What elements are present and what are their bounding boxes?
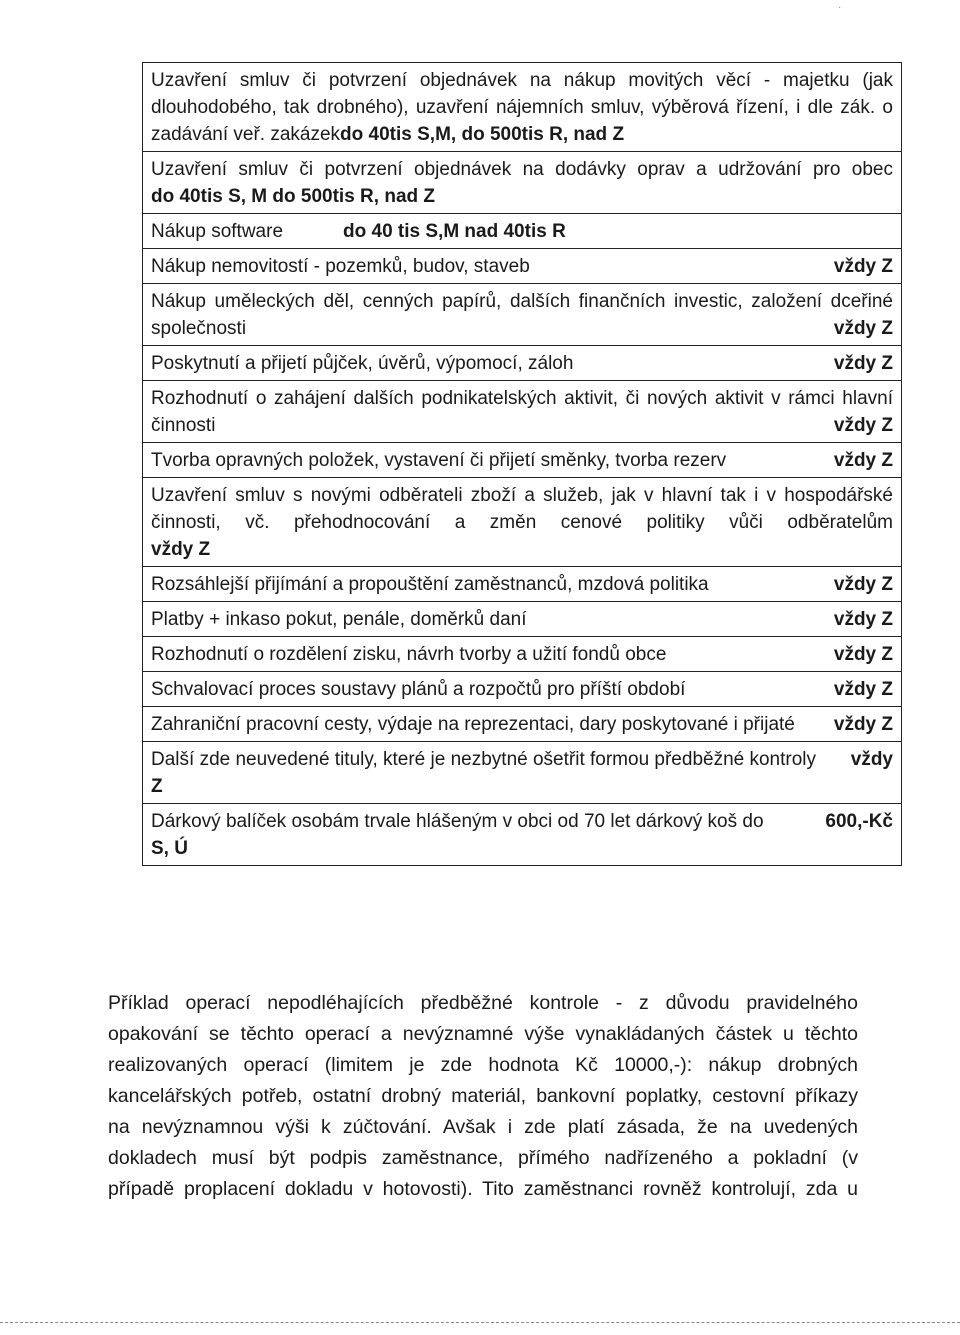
row-text: Platby + inkaso pokut, penále, doměrků daní: [151, 609, 527, 630]
row-line: [151, 350, 893, 377]
table-row: [143, 478, 901, 567]
row-line: [151, 571, 893, 598]
approval-level: vždy Z: [833, 644, 893, 665]
paragraph-line: opakování se těchto operací a nevýznamné výše vynakládaných částek u těchto: [108, 1023, 858, 1045]
paragraph-line: realizovaných operací (limitem je zde hodnota Kč 10000,-): nákup drobných: [108, 1054, 858, 1076]
row-text: Zahraniční pracovní cesty, výdaje na reprezentaci, dary poskytované i přijaté: [151, 714, 795, 735]
row-line: [151, 447, 893, 474]
approval-level: vždy Z: [833, 415, 893, 436]
paragraph-line: dokladech musí být podpis zaměstnance, přímého nadřízeného a pokladní (v: [108, 1147, 858, 1169]
row-line: [151, 835, 893, 862]
table-row: [143, 346, 901, 381]
row-line: [151, 536, 893, 563]
row-line: [151, 183, 893, 210]
row-text: Nákup nemovitostí - pozemků, budov, staveb: [151, 256, 530, 277]
approval-level: Z: [151, 776, 163, 797]
approval-level: vždy: [850, 749, 893, 770]
row-text: Nákup software: [151, 221, 284, 242]
row-line: [151, 711, 893, 738]
row-line: [151, 606, 893, 633]
row-line: [151, 773, 893, 800]
page-edge-line: [0, 1322, 960, 1323]
table-row: [143, 742, 901, 804]
row-line: [151, 288, 893, 315]
row-text: činnosti: [151, 415, 216, 436]
row-text: dlouhodobého, tak drobného), uzavření nájemních smluv, výběrová řízení, i dle zák. o: [151, 97, 893, 118]
row-text: společnosti: [151, 318, 247, 339]
paragraph-line: případě proplacení dokladu v hotovosti). Tito zaměstnanci rovněž kontrolují, zda u: [108, 1178, 858, 1200]
approval-level: vždy Z: [833, 609, 893, 630]
row-text: Poskytnutí a přijetí půjček, úvěrů, výpomocí, záloh: [151, 353, 574, 374]
approval-level: 600,-Kč: [825, 811, 893, 832]
approval-level: vždy Z: [833, 353, 893, 374]
row-line: [151, 808, 893, 835]
row-line: [151, 412, 893, 439]
approval-level: S, Ú: [151, 838, 188, 859]
table-row: [143, 214, 901, 249]
row-line: [151, 218, 893, 245]
table-row: [143, 637, 901, 672]
body-paragraph: [108, 988, 858, 1205]
scan-mark: ·: [838, 2, 842, 13]
row-text: Nákup uměleckých děl, cenných papírů, dalších finančních investic, založení dceřiné: [151, 291, 893, 312]
table-row: [143, 249, 901, 284]
row-text: Schvalovací proces soustavy plánů a rozpočtů pro příští období: [151, 679, 686, 700]
row-line: [151, 746, 893, 773]
table-row: [143, 707, 901, 742]
row-line: [151, 253, 893, 280]
row-text: zadávání veř. zakázek: [151, 124, 341, 145]
row-line: [151, 676, 893, 703]
approval-level: vždy Z: [833, 679, 893, 700]
row-line: [151, 385, 893, 412]
paragraph-line: Příklad operací nepodléhajících předběžné kontrole - z důvodu pravidelného: [108, 992, 858, 1014]
approval-level: do 40tis S,M, do 500tis R, nad Z: [340, 124, 625, 145]
row-text: Rozhodnutí o rozdělení zisku, návrh tvorby a užití fondů obce: [151, 644, 667, 665]
approval-level: vždy Z: [833, 256, 893, 277]
approval-level: do 40 tis S,M nad 40tis R: [343, 221, 566, 242]
row-text: Rozsáhlejší přijímání a propouštění zaměstnanců, mzdová politika: [151, 574, 709, 595]
row-text: Rozhodnutí o zahájení dalších podnikatelských aktivit, či nových aktivit v rámci hlavní: [151, 388, 893, 409]
table-row: [143, 284, 901, 346]
row-text: Uzavření smluv či potvrzení objednávek na nákup movitých věcí - majetku (jak: [151, 70, 893, 91]
row-line: [151, 509, 893, 536]
row-line: [151, 94, 893, 121]
row-text: Uzavření smluv s novými odběrateli zboží a služeb, jak v hlavní tak i v hospodářské: [151, 485, 893, 506]
control-table: [142, 62, 902, 866]
row-line: [151, 482, 893, 509]
approval-level: vždy Z: [833, 714, 893, 735]
paragraph-line: kancelářských potřeb, ostatní drobný materiál, bankovní poplatky, cestovní příkazy: [108, 1085, 858, 1107]
row-text: činnosti, vč. přehodnocování a změn cenové politiky vůči odběratelům: [151, 512, 893, 533]
row-text: Tvorba opravných položek, vystavení či přijetí směnky, tvorba rezerv: [151, 450, 727, 471]
row-text: Další zde neuvedené tituly, které je nezbytné ošetřit formou předběžné kontroly: [151, 749, 817, 770]
approval-level: do 40tis S, M do 500tis R, nad Z: [151, 186, 435, 207]
table-row: [143, 804, 901, 866]
row-line: [151, 156, 893, 183]
table-row: [143, 152, 901, 214]
table-row: [143, 567, 901, 602]
approval-level: vždy Z: [833, 318, 893, 339]
table-row: [143, 443, 901, 478]
paragraph-line: na nevýznamnou výši k zúčtování. Avšak i zde platí zásada, že na uvedených: [108, 1116, 858, 1138]
row-line: [151, 67, 893, 94]
row-line: [151, 315, 893, 342]
table-row: [143, 63, 901, 152]
approval-level: vždy Z: [151, 539, 211, 560]
row-text: Dárkový balíček osobám trvale hlášeným v obci od 70 let dárkový koš do: [151, 811, 764, 832]
row-line: [151, 641, 893, 668]
row-line: [151, 121, 893, 148]
table-row: [143, 381, 901, 443]
row-text: Uzavření smluv či potvrzení objednávek na dodávky oprav a udržování pro obec: [151, 159, 893, 180]
approval-level: vždy Z: [833, 450, 893, 471]
table-row: [143, 672, 901, 707]
table-row: [143, 602, 901, 637]
approval-level: vždy Z: [833, 574, 893, 595]
